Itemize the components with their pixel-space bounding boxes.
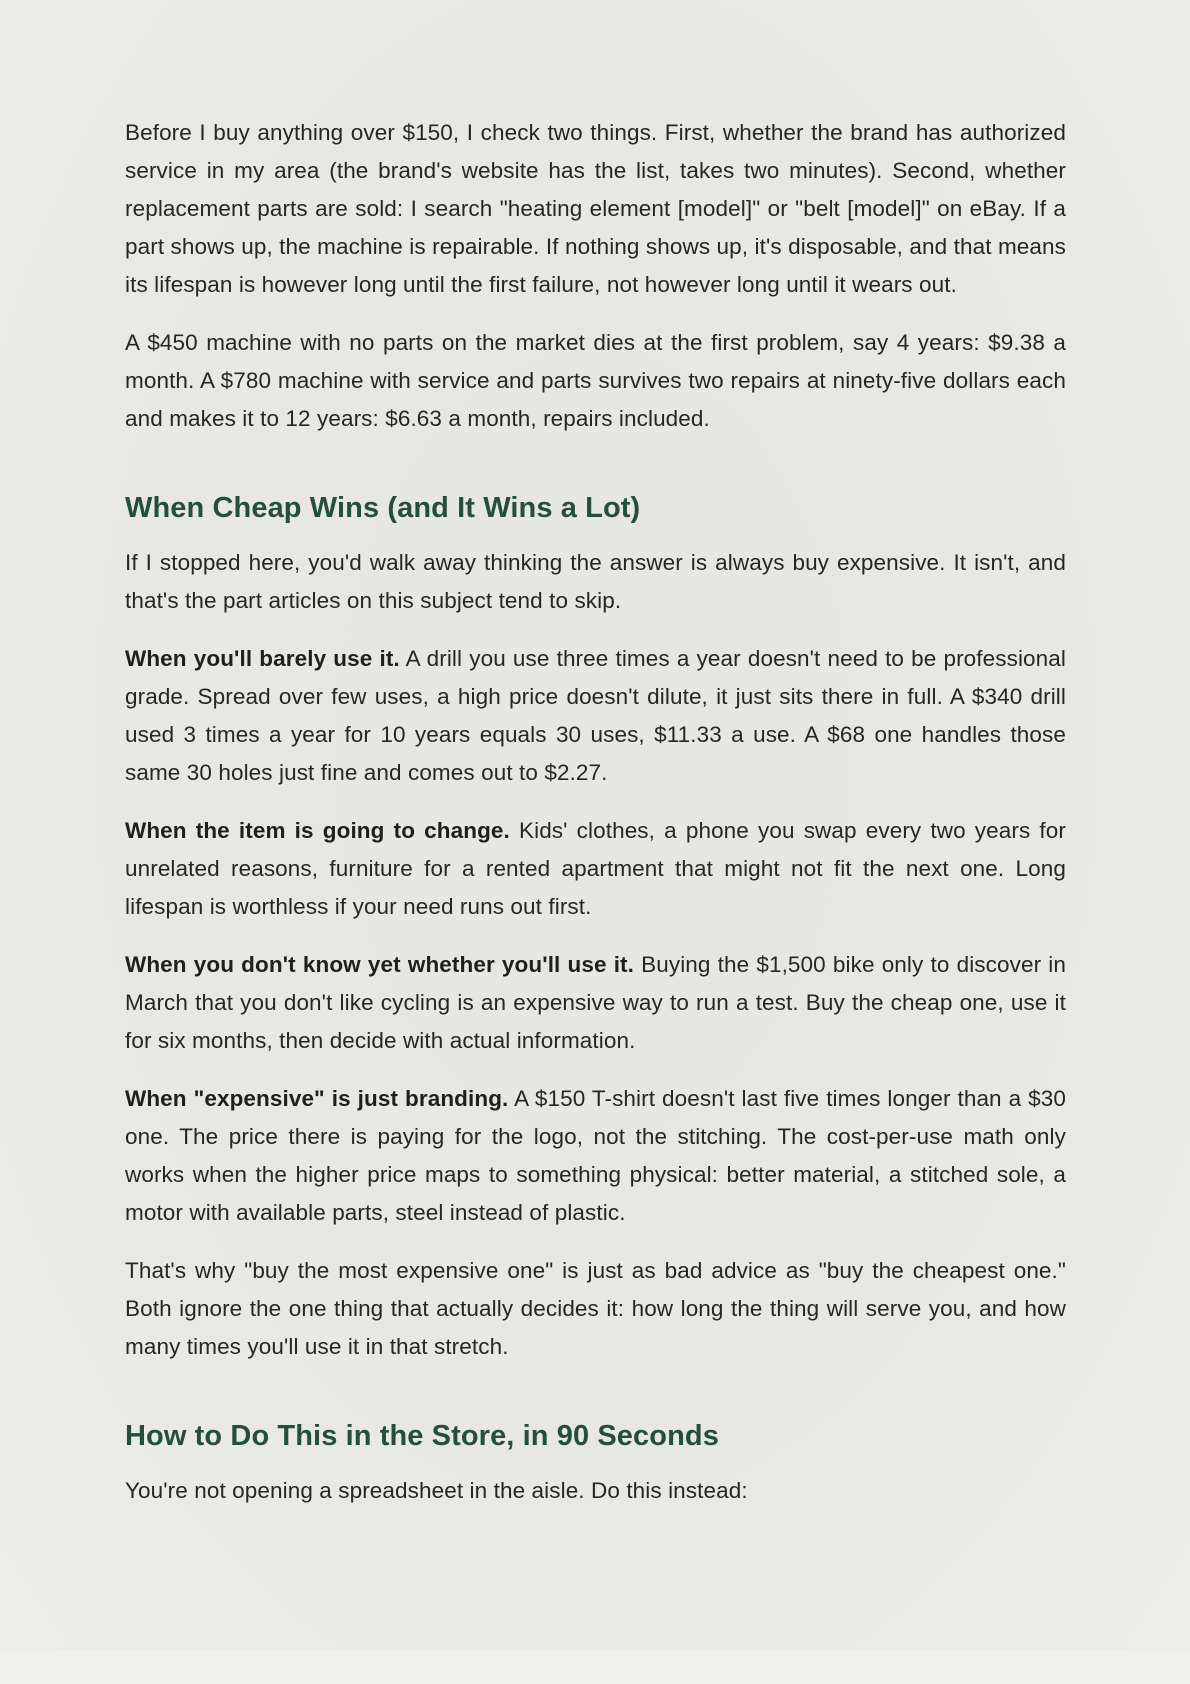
case-item-change [125,812,1066,926]
page-bottom-margin [0,1650,1190,1684]
case-lead: When you'll barely use it. [125,646,400,671]
paragraph-conclusion: That's why "buy the most expensive one" is just as bad advice as "buy the cheapest one." Both ignore the one thing that actually decides it: how long the thing will serve you, and how many times you'll use it in that stretch. [125,1258,1066,1359]
paragraph-repairability: Before I buy anything over $150, I check two things. First, whether the brand has authorized service in my area (the brand's website has the list, takes two minutes). Second, whether replacement parts are sold: I search "heating element [model]" or "belt [model]" on eBay. If a part shows up, the machine is repairable. If nothing shows up, it's disposable, and that means its lifespan is however long until the first failure, not however long until it wears out. [125,120,1066,297]
case-text: Kids' clothes, a phone you swap every two years for unrelated reasons, furniture for a rented apartment that might not fit the next one. Long lifespan is worthless if your need runs out first. [125,818,1066,919]
case-lead: When you don't know yet whether you'll use it. [125,952,635,977]
heading-when-cheap-wins: When Cheap Wins (and It Wins a Lot) [125,492,641,524]
paragraph-store-intro: You're not opening a spreadsheet in the aisle. Do this instead: [125,1478,748,1503]
case-lead: When the item is going to change. [125,818,510,843]
heading-store-90-seconds: How to Do This in the Store, in 90 Seconds [125,1420,719,1452]
case-barely-use [125,640,1066,792]
paragraph-cheap-intro: If I stopped here, you'd walk away thinking the answer is always buy expensive. It isn't, and that's the part articles on this subject tend to skip. [125,550,1066,613]
case-unknown-use [125,946,1066,1060]
case-text: Buying the $1,500 bike only to discover in March that you don't like cycling is an expensive way to run a test. Buy the cheap one, use it for six months, then decide with actual information. [125,952,1066,1053]
case-lead: When "expensive" is just branding. [125,1086,509,1111]
case-branding [125,1080,1066,1232]
case-text: A drill you use three times a year doesn't need to be professional grade. Spread over few uses, a high price doesn't dilute, it just sits there in full. A $340 drill used 3 times a year for 10 years equals 30 uses, $11.33 a use. A $68 one handles those same 30 holes just fine and comes out to $2.27. [125,646,1066,785]
paragraph-cost-comparison: A $450 machine with no parts on the market dies at the first problem, say 4 years: $9.38 a month. A $780 machine with service and parts survives two repairs at ninety-five dollars each and makes it to 12 years: $6.63 a month, repairs included. [125,330,1066,431]
case-text: A $150 T-shirt doesn't last five times longer than a $30 one. The price there is paying for the logo, not the stitching. The cost-per-use math only works when the higher price maps to something physical: better material, a stitched sole, a motor with available parts, steel instead of plastic. [125,1086,1066,1225]
article-body [125,114,1066,1510]
